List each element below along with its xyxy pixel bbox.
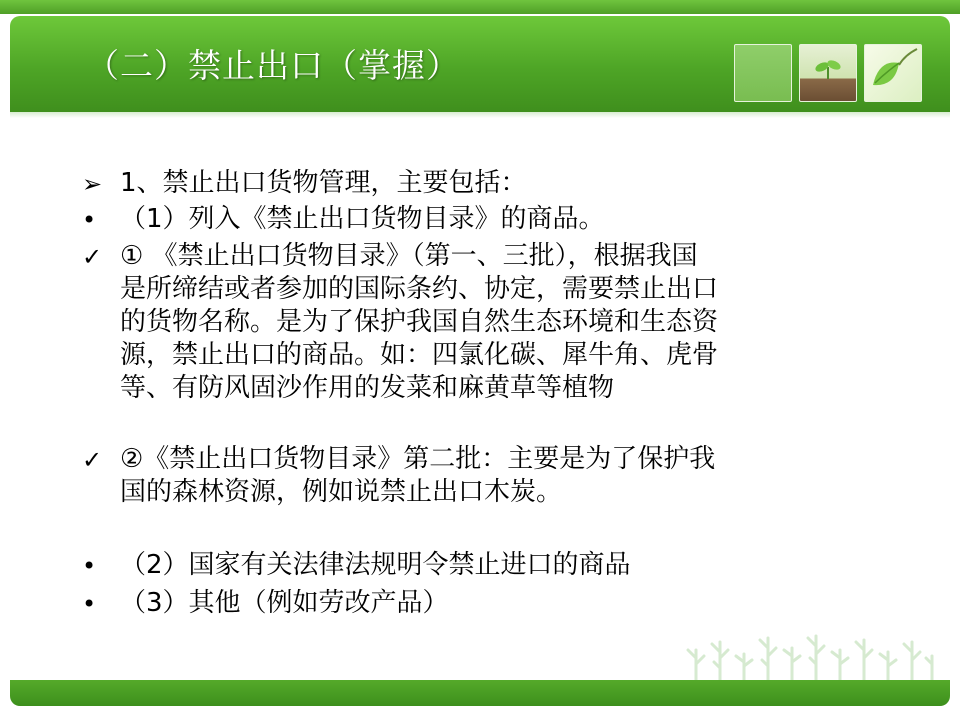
- check-2-line-2: 国的森林资源，例如说禁止出口木炭。: [120, 477, 563, 507]
- check-1-line-5: 等、有防风固沙作用的发菜和麻黄草等植物: [120, 373, 615, 403]
- footer-bar: [10, 680, 950, 706]
- check-1-line-2: 是所缔结或者参加的国际条约、协定，需要禁止出口: [120, 274, 719, 304]
- check-1-line-4: 源，禁止出口的商品。如：四氯化碳、犀牛角、虎骨: [120, 340, 719, 370]
- item-4: （3）其他（例如劳改产品）: [120, 588, 449, 618]
- item-2: （1）列入《禁止出口货物目录》的商品。: [120, 204, 605, 234]
- check-bullet-icon: ✓: [82, 243, 103, 271]
- dot-bullet-icon: •: [82, 552, 97, 580]
- item-3: （2）国家有关法律法规明令禁止进口的商品: [120, 550, 631, 580]
- dot-bullet-icon: •: [82, 590, 97, 618]
- dot-bullet-icon: •: [82, 206, 97, 234]
- item-1: 1、禁止出口货物管理，主要包括：: [120, 168, 527, 198]
- check-2-line-1: ②《禁止出口货物目录》第二批：主要是为了保护我: [120, 444, 716, 474]
- check-1-line-1: ① 《禁止出口货物目录》（第一、三批），根据我国: [120, 241, 698, 271]
- arrow-bullet-icon: ➢: [82, 170, 103, 198]
- check-bullet-icon: ✓: [82, 446, 103, 474]
- slide-title: （二）禁止出口（掌握）: [86, 46, 460, 85]
- plant-silhouettes-icon: [686, 628, 938, 684]
- check-1-line-3: 的货物名称。是为了保护我国自然生态环境和生态资: [120, 307, 719, 337]
